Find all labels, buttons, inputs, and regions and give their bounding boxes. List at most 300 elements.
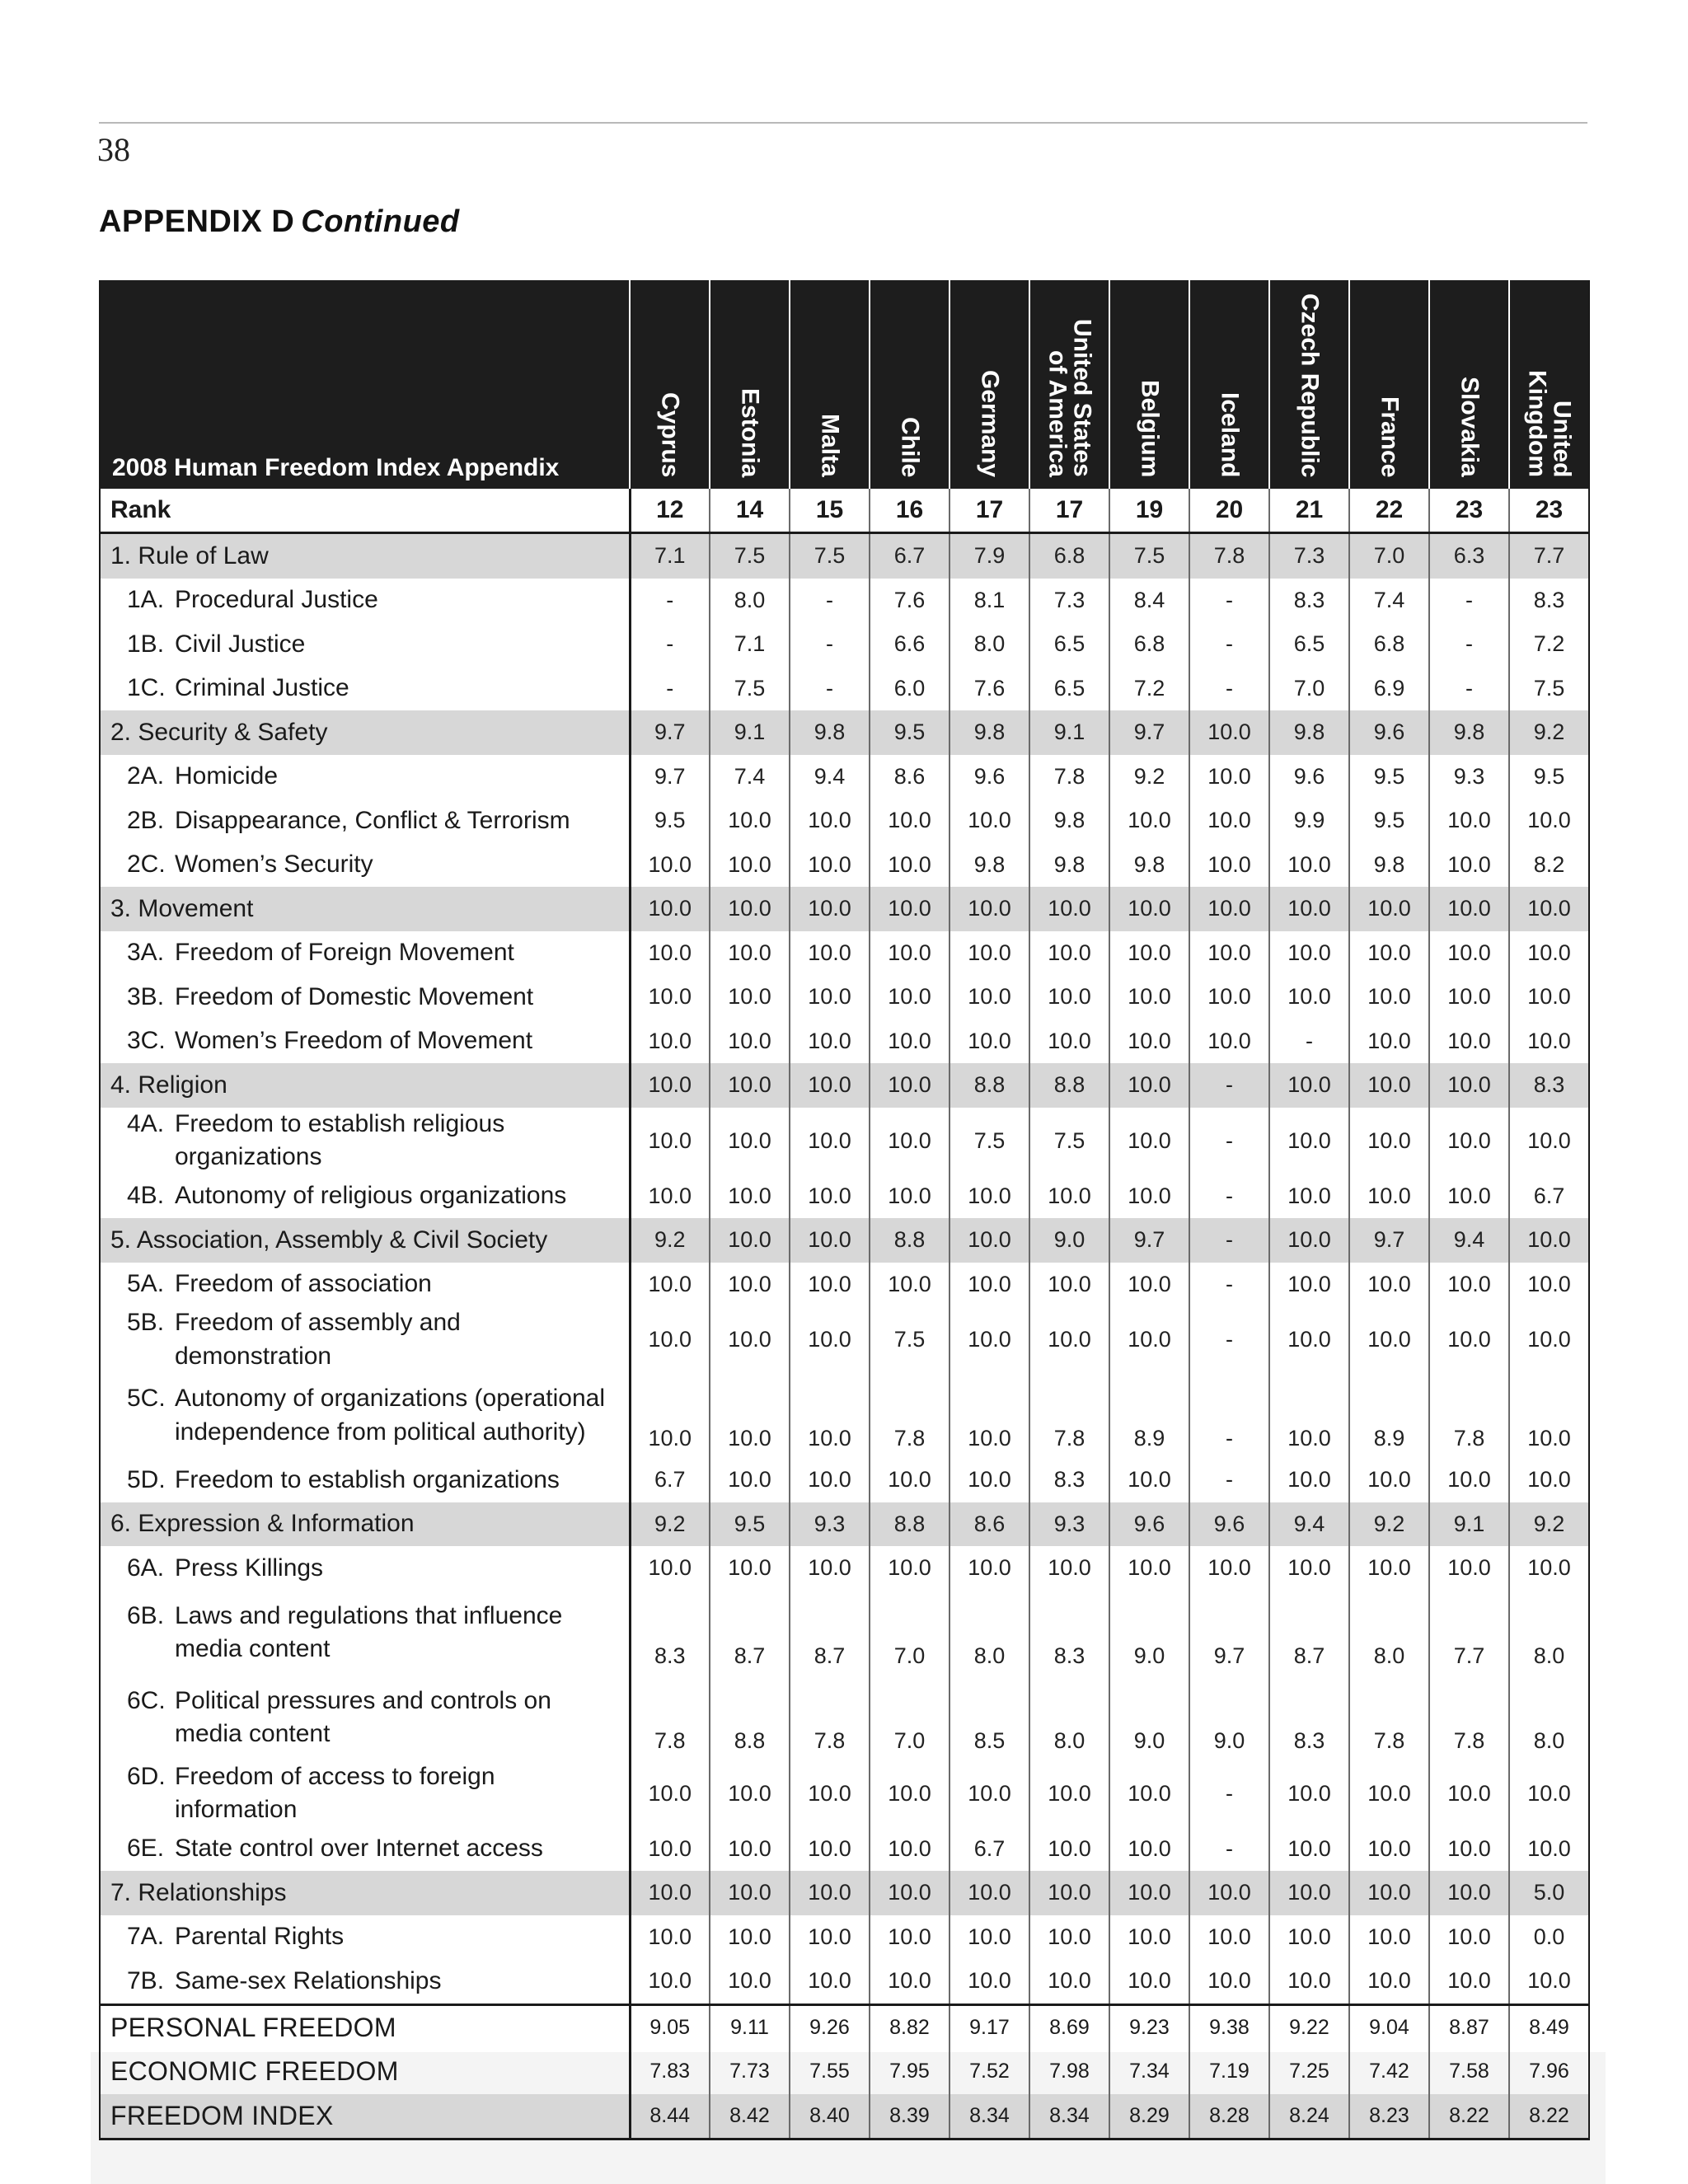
row-label bbox=[100, 1108, 630, 1174]
score-cell: 10.0 bbox=[950, 1458, 1029, 1502]
score-cell: 10.0 bbox=[1429, 1871, 1509, 1915]
score-cell: 9.5 bbox=[1509, 755, 1589, 799]
category-row bbox=[100, 887, 1589, 931]
score-cell: 10.0 bbox=[1269, 843, 1349, 888]
indicator-code: 2C. bbox=[127, 851, 166, 878]
summary-score-cell: 8.29 bbox=[1109, 2094, 1189, 2139]
score-cell: 10.0 bbox=[950, 931, 1029, 976]
rank-value: 17 bbox=[1029, 489, 1109, 533]
indicator-code: 5B. bbox=[127, 1309, 165, 1336]
score-cell: 7.4 bbox=[1349, 579, 1429, 623]
score-cell: 10.0 bbox=[1269, 1827, 1349, 1872]
indicator-label: Criminal Justice bbox=[175, 674, 349, 701]
score-cell: 9.7 bbox=[1109, 1218, 1189, 1263]
appendix-heading bbox=[99, 204, 460, 240]
indicator-label: Press Killings bbox=[175, 1554, 324, 1582]
score-cell: 10.0 bbox=[1429, 1019, 1509, 1064]
score-cell: 10.0 bbox=[1509, 931, 1589, 976]
score-cell: 9.0 bbox=[1189, 1675, 1269, 1760]
category-row bbox=[100, 1063, 1589, 1108]
indicator-label: State control over Internet access bbox=[175, 1835, 543, 1862]
indicator-row bbox=[100, 1458, 1589, 1502]
score-cell: 9.2 bbox=[630, 1218, 710, 1263]
summary-score-cell: 8.23 bbox=[1349, 2094, 1429, 2139]
indicator-code: 6A. bbox=[127, 1554, 165, 1582]
score-cell: 10.0 bbox=[870, 1827, 950, 1872]
rank-value: 19 bbox=[1109, 489, 1189, 533]
score-cell: 10.0 bbox=[950, 1760, 1029, 1827]
category-label: 3. Movement bbox=[110, 894, 254, 922]
score-cell: 10.0 bbox=[1189, 887, 1269, 931]
score-cell: 10.0 bbox=[1509, 1373, 1589, 1458]
row-label bbox=[100, 1174, 630, 1219]
summary-score-cell: 7.55 bbox=[790, 2050, 870, 2094]
score-cell: 10.0 bbox=[1109, 799, 1189, 843]
rank-value: 23 bbox=[1429, 489, 1509, 533]
score-cell: 7.5 bbox=[790, 533, 870, 579]
score-cell: 8.8 bbox=[1029, 1063, 1109, 1108]
score-cell: 10.0 bbox=[1189, 843, 1269, 888]
score-cell: 10.0 bbox=[790, 1373, 870, 1458]
score-cell: 6.6 bbox=[870, 622, 950, 667]
score-cell: 10.0 bbox=[1349, 1546, 1429, 1591]
indicator-row bbox=[100, 622, 1589, 667]
score-cell: 9.2 bbox=[1509, 710, 1589, 755]
score-cell: 10.0 bbox=[1429, 931, 1509, 976]
score-cell: 10.0 bbox=[1349, 1174, 1429, 1219]
score-cell: 10.0 bbox=[710, 887, 790, 931]
score-cell: 8.0 bbox=[950, 622, 1029, 667]
score-cell: 10.0 bbox=[1429, 843, 1509, 888]
score-cell: 10.0 bbox=[1269, 975, 1349, 1019]
score-cell: 10.0 bbox=[950, 799, 1029, 843]
score-cell: 7.0 bbox=[870, 1675, 950, 1760]
summary-score-cell: 7.98 bbox=[1029, 2050, 1109, 2094]
score-cell: 10.0 bbox=[1109, 887, 1189, 931]
score-cell: 10.0 bbox=[1349, 1108, 1429, 1174]
row-label bbox=[100, 710, 630, 755]
score-cell: 8.5 bbox=[950, 1675, 1029, 1760]
score-cell: 9.5 bbox=[630, 799, 710, 843]
score-cell: 10.0 bbox=[1189, 799, 1269, 843]
score-cell: 7.8 bbox=[630, 1675, 710, 1760]
score-cell: 10.0 bbox=[1509, 1760, 1589, 1827]
summary-score-cell: 8.82 bbox=[870, 2004, 950, 2050]
row-label bbox=[100, 1373, 630, 1458]
score-cell: 8.3 bbox=[630, 1591, 710, 1675]
rank-label: Rank bbox=[100, 489, 630, 533]
score-cell: 10.0 bbox=[1509, 1019, 1589, 1064]
score-cell: 7.5 bbox=[1509, 667, 1589, 711]
score-cell: 10.0 bbox=[1509, 1458, 1589, 1502]
row-label bbox=[100, 579, 630, 623]
category-row bbox=[100, 533, 1589, 579]
score-cell: 10.0 bbox=[950, 1871, 1029, 1915]
indicator-row bbox=[100, 1827, 1589, 1872]
top-rule bbox=[99, 122, 1587, 124]
score-cell: 10.0 bbox=[710, 1174, 790, 1219]
score-cell: 10.0 bbox=[1349, 975, 1429, 1019]
indicator-row bbox=[100, 1019, 1589, 1064]
score-cell: 8.3 bbox=[1269, 579, 1349, 623]
score-cell: 10.0 bbox=[710, 799, 790, 843]
indicator-code: 2A. bbox=[127, 762, 165, 790]
score-cell: 9.4 bbox=[790, 755, 870, 799]
score-cell: 10.0 bbox=[790, 1458, 870, 1502]
score-cell: - bbox=[1189, 1063, 1269, 1108]
country-name: Chile bbox=[896, 416, 924, 477]
score-cell: 8.6 bbox=[870, 755, 950, 799]
score-cell: 10.0 bbox=[1429, 1458, 1509, 1502]
row-label bbox=[100, 1915, 630, 1960]
summary-score-cell: 7.19 bbox=[1189, 2050, 1269, 2094]
score-cell: 10.0 bbox=[1509, 1959, 1589, 2004]
score-cell: 7.3 bbox=[1269, 533, 1349, 579]
score-cell: 10.0 bbox=[710, 843, 790, 888]
score-cell: 10.0 bbox=[1269, 1458, 1349, 1502]
score-cell: 10.0 bbox=[630, 1959, 710, 2004]
score-cell: 6.3 bbox=[1429, 533, 1509, 579]
country-header bbox=[1189, 280, 1269, 489]
indicator-label: Freedom of assembly and demonstration bbox=[175, 1309, 461, 1370]
score-cell: 10.0 bbox=[1509, 799, 1589, 843]
score-cell: 9.8 bbox=[1029, 843, 1109, 888]
score-cell: 8.8 bbox=[870, 1218, 950, 1263]
score-cell: 6.8 bbox=[1109, 622, 1189, 667]
score-cell: 10.0 bbox=[1269, 1174, 1349, 1219]
score-cell: 10.0 bbox=[1349, 1959, 1429, 2004]
indicator-row bbox=[100, 1675, 1589, 1760]
row-label bbox=[100, 887, 630, 931]
score-cell: 10.0 bbox=[1189, 1019, 1269, 1064]
score-cell: 10.0 bbox=[1349, 887, 1429, 931]
score-cell: 10.0 bbox=[630, 975, 710, 1019]
score-cell: - bbox=[1189, 1827, 1269, 1872]
indicator-row bbox=[100, 1174, 1589, 1219]
score-cell: 9.6 bbox=[950, 755, 1029, 799]
indicator-row bbox=[100, 1760, 1589, 1827]
category-label: 1. Rule of Law bbox=[110, 541, 269, 569]
summary-score-cell: 8.42 bbox=[710, 2094, 790, 2139]
indicator-code: 1C. bbox=[127, 674, 166, 701]
country-header bbox=[1269, 280, 1349, 489]
score-cell: 10.0 bbox=[630, 1373, 710, 1458]
score-cell: 7.8 bbox=[1029, 1373, 1109, 1458]
summary-row bbox=[100, 2050, 1589, 2094]
score-cell: 7.8 bbox=[1429, 1373, 1509, 1458]
score-cell: 9.8 bbox=[950, 843, 1029, 888]
score-cell: 10.0 bbox=[1429, 1108, 1509, 1174]
score-cell: 10.0 bbox=[630, 1108, 710, 1174]
row-label bbox=[100, 1760, 630, 1827]
score-cell: 9.6 bbox=[1189, 1502, 1269, 1547]
summary-score-cell: 8.39 bbox=[870, 2094, 950, 2139]
score-cell: 10.0 bbox=[1429, 1827, 1509, 1872]
indicator-code: 5C. bbox=[127, 1385, 166, 1412]
score-cell: 7.1 bbox=[710, 622, 790, 667]
country-name: Germany bbox=[976, 369, 1004, 477]
category-row bbox=[100, 1502, 1589, 1547]
country-name: Belgium bbox=[1136, 379, 1164, 477]
score-cell: 10.0 bbox=[950, 1174, 1029, 1219]
score-cell: 9.0 bbox=[1109, 1591, 1189, 1675]
score-cell: 9.5 bbox=[710, 1502, 790, 1547]
summary-score-cell: 9.17 bbox=[950, 2004, 1029, 2050]
score-cell: 10.0 bbox=[1349, 1458, 1429, 1502]
score-cell: 9.8 bbox=[1109, 843, 1189, 888]
score-cell: 10.0 bbox=[1109, 1306, 1189, 1373]
score-cell: 10.0 bbox=[790, 1263, 870, 1307]
score-cell: 10.0 bbox=[870, 1760, 950, 1827]
score-cell: 10.0 bbox=[1429, 1546, 1509, 1591]
score-cell: 10.0 bbox=[870, 1063, 950, 1108]
indicator-row bbox=[100, 1263, 1589, 1307]
country-name: Estonia bbox=[736, 387, 764, 477]
score-cell: 8.0 bbox=[950, 1591, 1029, 1675]
score-cell: 9.6 bbox=[1109, 1502, 1189, 1547]
score-cell: 10.0 bbox=[950, 887, 1029, 931]
row-label bbox=[100, 1827, 630, 1872]
indicator-row bbox=[100, 799, 1589, 843]
score-cell: 10.0 bbox=[1269, 1373, 1349, 1458]
score-cell: 7.9 bbox=[950, 533, 1029, 579]
score-cell: 10.0 bbox=[1429, 1760, 1509, 1827]
score-cell: 6.8 bbox=[1029, 533, 1109, 579]
country-header bbox=[630, 280, 710, 489]
score-cell: 10.0 bbox=[1109, 931, 1189, 976]
score-cell: 8.3 bbox=[1509, 579, 1589, 623]
score-cell: 7.5 bbox=[710, 533, 790, 579]
score-cell: 10.0 bbox=[630, 1263, 710, 1307]
row-label bbox=[100, 1263, 630, 1307]
score-cell: 10.0 bbox=[1429, 887, 1509, 931]
score-cell: 10.0 bbox=[1109, 1959, 1189, 2004]
score-cell: 10.0 bbox=[870, 1915, 950, 1960]
indicator-label: Freedom of association bbox=[175, 1270, 432, 1297]
score-cell: 7.8 bbox=[1029, 755, 1109, 799]
score-cell: 9.7 bbox=[630, 755, 710, 799]
score-cell: 10.0 bbox=[790, 1959, 870, 2004]
score-cell: 10.0 bbox=[790, 1108, 870, 1174]
score-cell: 7.0 bbox=[870, 1591, 950, 1675]
summary-score-cell: 9.26 bbox=[790, 2004, 870, 2050]
score-cell: 10.0 bbox=[1189, 975, 1269, 1019]
score-cell: 9.2 bbox=[1509, 1502, 1589, 1547]
score-cell: 10.0 bbox=[710, 1373, 790, 1458]
score-cell: 10.0 bbox=[950, 1959, 1029, 2004]
score-cell: 9.0 bbox=[1109, 1675, 1189, 1760]
score-cell: - bbox=[1429, 622, 1509, 667]
summary-score-cell: 8.22 bbox=[1429, 2094, 1509, 2139]
indicator-row bbox=[100, 1306, 1589, 1373]
score-cell: 7.2 bbox=[1109, 667, 1189, 711]
score-cell: 8.2 bbox=[1509, 843, 1589, 888]
indicator-label: Freedom of access to foreign information bbox=[175, 1762, 495, 1823]
score-cell: 10.0 bbox=[1109, 975, 1189, 1019]
indicator-code: 6D. bbox=[127, 1762, 166, 1790]
score-cell: 7.0 bbox=[1269, 667, 1349, 711]
score-cell: 6.7 bbox=[870, 533, 950, 579]
indicator-label: Freedom of Domestic Movement bbox=[175, 982, 534, 1010]
country-name: United Kingdom bbox=[1523, 370, 1576, 477]
score-cell: 10.0 bbox=[870, 1871, 950, 1915]
summary-row bbox=[100, 2004, 1589, 2050]
score-cell: 7.5 bbox=[710, 667, 790, 711]
score-cell: 10.0 bbox=[710, 1827, 790, 1872]
score-cell: 10.0 bbox=[710, 1063, 790, 1108]
score-cell: 10.0 bbox=[870, 799, 950, 843]
indicator-label: Women’s Freedom of Movement bbox=[175, 1027, 533, 1054]
score-cell: - bbox=[1269, 1019, 1349, 1064]
score-cell: 10.0 bbox=[1429, 1174, 1509, 1219]
score-cell: 10.0 bbox=[1269, 1306, 1349, 1373]
summary-score-cell: 9.05 bbox=[630, 2004, 710, 2050]
score-cell: 10.0 bbox=[710, 1263, 790, 1307]
score-cell: 10.0 bbox=[1189, 755, 1269, 799]
indicator-row bbox=[100, 1108, 1589, 1174]
row-label bbox=[100, 1546, 630, 1591]
row-label bbox=[100, 622, 630, 667]
score-cell: 7.6 bbox=[870, 579, 950, 623]
score-cell: 7.8 bbox=[790, 1675, 870, 1760]
category-row bbox=[100, 1871, 1589, 1915]
row-label bbox=[100, 1218, 630, 1263]
score-cell: 8.0 bbox=[1509, 1675, 1589, 1760]
indicator-label: Civil Justice bbox=[175, 630, 306, 658]
score-cell: 10.0 bbox=[630, 1760, 710, 1827]
indicator-row bbox=[100, 843, 1589, 888]
score-cell: 10.0 bbox=[1269, 1959, 1349, 2004]
score-cell: 10.0 bbox=[1109, 1458, 1189, 1502]
score-cell: - bbox=[1189, 1263, 1269, 1307]
score-cell: 9.7 bbox=[1189, 1591, 1269, 1675]
indicator-label: Laws and regulations that influence media content bbox=[175, 1601, 563, 1662]
score-cell: 9.9 bbox=[1269, 799, 1349, 843]
indicator-code: 7A. bbox=[127, 1923, 165, 1950]
indicator-row bbox=[100, 931, 1589, 976]
summary-score-cell: 8.28 bbox=[1189, 2094, 1269, 2139]
score-cell: 7.6 bbox=[950, 667, 1029, 711]
score-cell: 10.0 bbox=[870, 887, 950, 931]
score-cell: 9.3 bbox=[1029, 1502, 1109, 1547]
score-cell: 8.3 bbox=[1029, 1591, 1109, 1675]
summary-score-cell: 7.42 bbox=[1349, 2050, 1429, 2094]
summary-label: ECONOMIC FREEDOM bbox=[100, 2050, 630, 2094]
score-cell: 7.8 bbox=[1349, 1675, 1429, 1760]
score-cell: 8.3 bbox=[1509, 1063, 1589, 1108]
indicator-code: 5D. bbox=[127, 1465, 166, 1493]
score-cell: 10.0 bbox=[870, 1174, 950, 1219]
score-cell: 10.0 bbox=[790, 975, 870, 1019]
indicator-row bbox=[100, 1915, 1589, 1960]
score-cell: - bbox=[630, 667, 710, 711]
score-cell: 5.0 bbox=[1509, 1871, 1589, 1915]
score-cell: 10.0 bbox=[790, 1306, 870, 1373]
score-cell: 10.0 bbox=[790, 931, 870, 976]
score-cell: 10.0 bbox=[630, 1915, 710, 1960]
indicator-code: 3C. bbox=[127, 1027, 166, 1054]
score-cell: 10.0 bbox=[790, 843, 870, 888]
score-cell: 10.0 bbox=[870, 1263, 950, 1307]
indicator-code: 3A. bbox=[127, 939, 165, 966]
score-cell: 10.0 bbox=[1109, 1760, 1189, 1827]
score-cell: 10.0 bbox=[1349, 1306, 1429, 1373]
score-cell: 10.0 bbox=[1029, 1959, 1109, 2004]
summary-row bbox=[100, 2094, 1589, 2139]
score-cell: - bbox=[1189, 1174, 1269, 1219]
score-cell: 10.0 bbox=[1509, 1546, 1589, 1591]
score-cell: 6.0 bbox=[870, 667, 950, 711]
score-cell: 10.0 bbox=[1029, 975, 1109, 1019]
score-cell: 10.0 bbox=[1189, 1871, 1269, 1915]
indicator-code: 7B. bbox=[127, 1966, 165, 1994]
score-cell: 9.8 bbox=[1429, 710, 1509, 755]
score-cell: - bbox=[630, 622, 710, 667]
score-cell: 10.0 bbox=[870, 1019, 950, 1064]
summary-score-cell: 8.40 bbox=[790, 2094, 870, 2139]
country-header bbox=[710, 280, 790, 489]
score-cell: 10.0 bbox=[1029, 1019, 1109, 1064]
score-cell: - bbox=[1189, 1373, 1269, 1458]
indicator-code: 3B. bbox=[127, 982, 165, 1010]
rank-value: 15 bbox=[790, 489, 870, 533]
score-cell: 8.9 bbox=[1109, 1373, 1189, 1458]
country-name: Cyprus bbox=[656, 391, 684, 477]
indicator-label: Freedom to establish religious organizations bbox=[175, 1109, 505, 1170]
score-cell: 10.0 bbox=[710, 1959, 790, 2004]
indicator-label: Procedural Justice bbox=[175, 586, 378, 613]
score-cell: 10.0 bbox=[1509, 887, 1589, 931]
row-label bbox=[100, 1306, 630, 1373]
summary-score-cell: 7.58 bbox=[1429, 2050, 1509, 2094]
country-header bbox=[1349, 280, 1429, 489]
summary-score-cell: 9.04 bbox=[1349, 2004, 1429, 2050]
summary-score-cell: 7.95 bbox=[870, 2050, 950, 2094]
indicator-row bbox=[100, 1959, 1589, 2004]
category-row bbox=[100, 710, 1589, 755]
category-label: 7. Relationships bbox=[110, 1878, 287, 1906]
indicator-row bbox=[100, 667, 1589, 711]
score-cell: 7.8 bbox=[870, 1373, 950, 1458]
score-cell: 10.0 bbox=[950, 1263, 1029, 1307]
score-cell: 6.5 bbox=[1029, 667, 1109, 711]
row-label bbox=[100, 1871, 630, 1915]
score-cell: 10.0 bbox=[710, 1871, 790, 1915]
rank-value: 20 bbox=[1189, 489, 1269, 533]
score-cell: 10.0 bbox=[950, 1218, 1029, 1263]
score-cell: 10.0 bbox=[630, 887, 710, 931]
country-name: Slovakia bbox=[1456, 377, 1484, 477]
summary-score-cell: 9.11 bbox=[710, 2004, 790, 2050]
score-cell: 10.0 bbox=[790, 1063, 870, 1108]
score-cell: 10.0 bbox=[1429, 1959, 1509, 2004]
score-cell: 10.0 bbox=[1109, 1063, 1189, 1108]
score-cell: 8.0 bbox=[1029, 1675, 1109, 1760]
score-cell: 6.7 bbox=[1509, 1174, 1589, 1219]
row-label bbox=[100, 1675, 630, 1760]
score-cell: 6.5 bbox=[1029, 622, 1109, 667]
score-cell: 10.0 bbox=[790, 887, 870, 931]
score-cell: 10.0 bbox=[710, 1546, 790, 1591]
score-cell: 10.0 bbox=[1509, 1218, 1589, 1263]
score-cell: 8.7 bbox=[1269, 1591, 1349, 1675]
indicator-row bbox=[100, 1546, 1589, 1591]
score-cell: 9.8 bbox=[1349, 843, 1429, 888]
indicator-row bbox=[100, 579, 1589, 623]
row-label bbox=[100, 931, 630, 976]
score-cell: 10.0 bbox=[630, 1063, 710, 1108]
score-cell: 10.0 bbox=[790, 1871, 870, 1915]
